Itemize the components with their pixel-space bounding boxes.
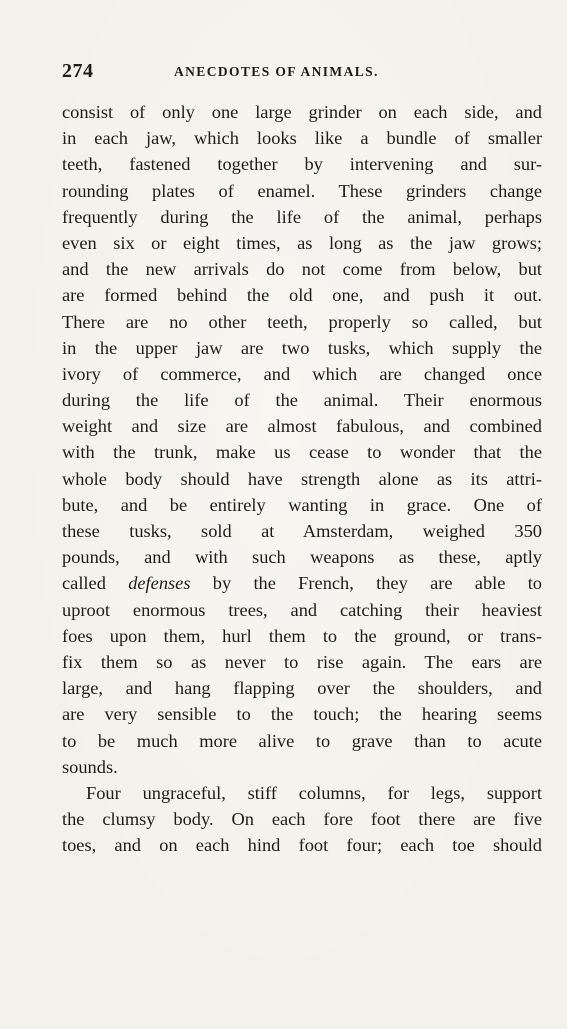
text-line: weight and size are almost fabulous, and combined [62, 416, 542, 437]
text-line: fix them so as never to rise again. The ears are [62, 651, 542, 672]
text-line: to be much more alive to grave than to acute [62, 730, 542, 751]
text-line: large, and hang flapping over the shoulders, and [62, 678, 542, 699]
page-header [62, 60, 542, 90]
text-segment: called [62, 573, 129, 594]
text-line: foes upon them, hurl them to the ground, or trans- [62, 625, 542, 646]
text-segment: by the French, they are able to [190, 573, 542, 594]
text-line: consist of only one large grinder on each side, and [62, 102, 542, 122]
text-line: during the life of the animal. Their enormous [62, 390, 542, 411]
text-line: uproot enormous trees, and catching their heaviest [62, 599, 542, 620]
text-line: pounds, and with such weapons as these, aptly [62, 547, 542, 568]
text-line: rounding plates of enamel. These grinders change [62, 180, 542, 201]
text-line [62, 570, 542, 596]
page-number: 274 [62, 60, 94, 82]
text-line: are formed behind the old one, and push it out. [62, 285, 542, 306]
text-line: Four ungraceful, stiff columns, for legs, support [86, 782, 542, 803]
text-line: sounds. [62, 756, 118, 777]
text-line: the clumsy body. On each fore foot there are five [62, 809, 542, 830]
text-line: and the new arrivals do not come from below, but [62, 259, 542, 280]
italic-term: defenses [128, 573, 191, 594]
text-line: even six or eight times, as long as the jaw grows; [62, 232, 542, 253]
text-line: toes, and on each hind foot four; each toe should [62, 835, 542, 856]
text-line: There are no other teeth, properly so called, but [62, 311, 542, 332]
text-line: whole body should have strength alone as its attri- [62, 468, 542, 489]
text-line: ivory of commerce, and which are changed once [62, 363, 542, 384]
running-head: ANECDOTES OF ANIMALS. [174, 64, 379, 79]
body-text [62, 99, 542, 858]
text-line: in the upper jaw are two tusks, which supply the [62, 337, 542, 358]
text-line: in each jaw, which looks like a bundle of smaller [62, 128, 542, 149]
text-line: these tusks, sold at Amsterdam, weighed 350 [62, 521, 542, 541]
text-line: frequently during the life of the animal, perhaps [62, 206, 542, 227]
text-line: bute, and be entirely wanting in grace. One of [62, 494, 542, 515]
text-line: with the trunk, make us cease to wonder that the [62, 442, 542, 463]
text-line: teeth, fastened together by intervening and sur- [62, 154, 542, 175]
text-line: are very sensible to the touch; the hearing seems [62, 704, 542, 725]
